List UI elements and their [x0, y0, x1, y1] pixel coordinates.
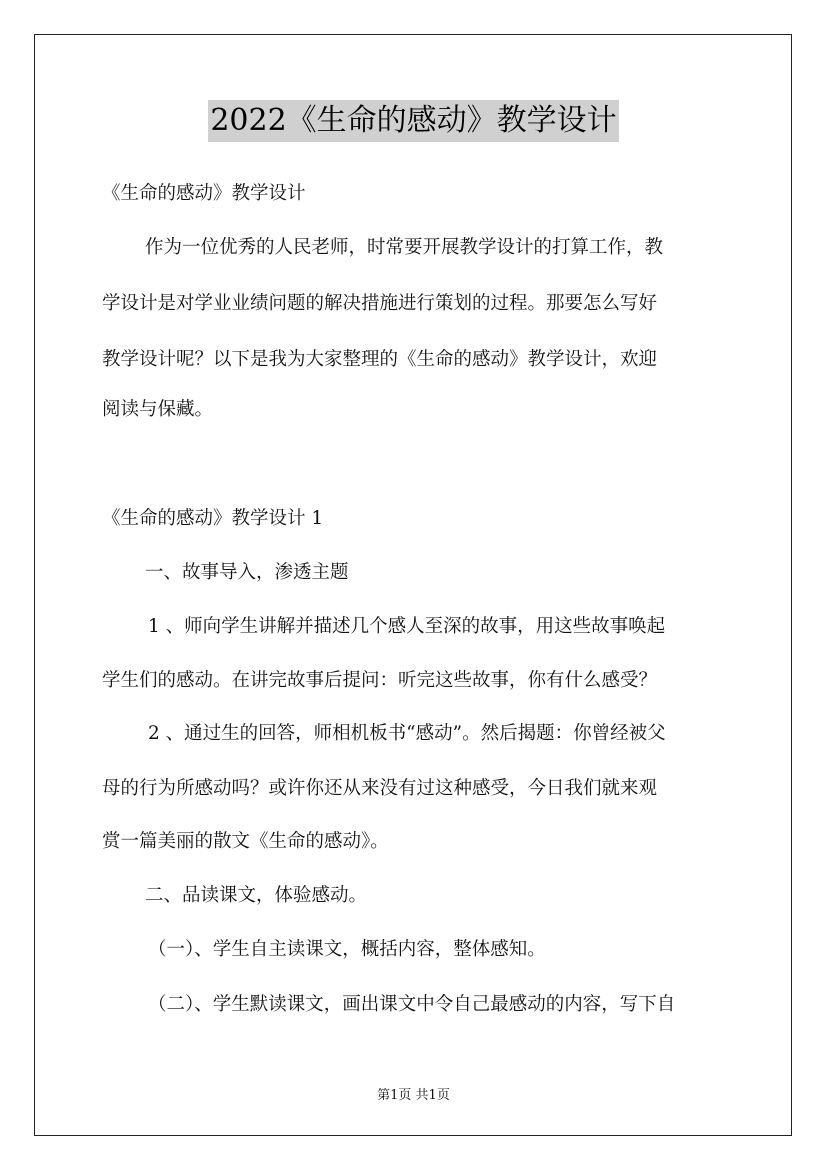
- paragraph-line: 作为一位优秀的人民老师，时常要开展教学设计的打算工作，教: [145, 237, 664, 258]
- paragraph-line: 赏一篇美丽的散文《生命的感动》。: [102, 831, 389, 852]
- document-title: 2022《生命的感动》教学设计: [208, 100, 618, 142]
- subheading-reading: 二、品读课文，体验感动。: [145, 885, 368, 906]
- paragraph-line: （一）、学生自主读课文，概括内容，整体感知。: [148, 939, 546, 960]
- paragraph-line: （二）、学生默读课文，画出课文中令自己最感动的内容，写下自: [148, 994, 676, 1015]
- paragraph-line: 1 、师向学生讲解并描述几个感人至深的故事，用这些故事唤起: [148, 616, 666, 637]
- section-heading-1: 《生命的感动》教学设计 1: [102, 508, 324, 529]
- paragraph-line: 母的行为所感动吗？或许你还从来没有过这种感受，今日我们就来观: [102, 778, 658, 799]
- subheading-story-intro: 一、故事导入，渗透主题: [145, 562, 349, 583]
- paragraph-line: 阅读与保藏。: [102, 399, 214, 420]
- paragraph-line: 2 、通过生的回答，师相机板书“感动”。然后揭题：你曾经被父: [148, 723, 666, 744]
- section-heading-intro: 《生命的感动》教学设计: [102, 183, 306, 204]
- title-wrap: [0, 100, 827, 142]
- paragraph-line: 学生们的感动。在讲完故事后提问：听完这些故事，你有什么感受？: [102, 670, 658, 691]
- page-footer: 第1页 共1页: [377, 1088, 450, 1103]
- paragraph-line: 学设计是对学业业绩问题的解决措施进行策划的过程。那要怎么写好: [102, 293, 658, 314]
- paragraph-line: 教学设计呢？以下是我为大家整理的《生命的感动》教学设计，欢迎: [102, 349, 658, 370]
